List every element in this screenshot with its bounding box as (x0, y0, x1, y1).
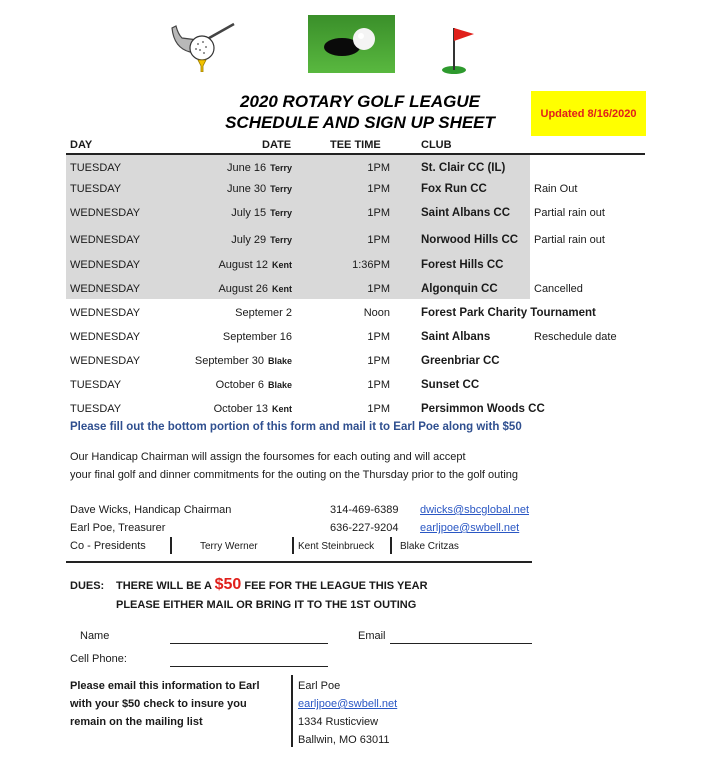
row-club: Saint Albans CC (421, 207, 511, 219)
row-day: TUESDAY (70, 403, 122, 415)
table-row (0, 234, 716, 254)
row-tee-time: 1PM (367, 355, 390, 367)
handicap-chairman-name: Dave Wicks, Handicap Chairman (70, 504, 232, 516)
row-date: Septemer 2 (235, 307, 292, 319)
row-date-cell (227, 162, 292, 174)
divider (170, 537, 172, 554)
treasurer-email-link[interactable]: earljpoe@swbell.net (420, 522, 520, 534)
row-club: Algonquin CC (421, 283, 498, 295)
row-note: Partial rain out (534, 207, 605, 219)
divider (292, 537, 294, 554)
table-row (0, 331, 716, 351)
row-day: WEDNESDAY (70, 355, 141, 367)
row-day: WEDNESDAY (70, 307, 141, 319)
treasurer-phone: 636-227-9204 (330, 522, 399, 534)
row-tee-time: 1PM (367, 183, 390, 195)
row-club: Sunset CC (421, 379, 480, 391)
golf-ball-hole-photo (308, 15, 395, 73)
row-tee-time: 1PM (367, 331, 390, 343)
table-row (0, 355, 716, 375)
dues-line-1 (116, 576, 428, 594)
handicap-paragraph-line-1: Our Handicap Chairman will assign the foursomes for each outing and will accept (70, 451, 466, 463)
row-club: Norwood Hills CC (421, 234, 519, 246)
row-day: TUESDAY (70, 183, 122, 195)
treasurer-name: Earl Poe, Treasurer (70, 522, 166, 534)
address-name: Earl Poe (298, 680, 341, 692)
title-line-2: SCHEDULE AND SIGN UP SHEET (225, 113, 495, 132)
row-club: Forest Park Charity Tournament (421, 307, 596, 319)
golf-club-ball-icon (168, 22, 238, 72)
email-field[interactable] (390, 643, 532, 644)
handicap-chairman-email-link[interactable]: dwicks@sbcglobal.net (420, 504, 529, 516)
row-organizer: Terry (270, 208, 292, 218)
row-date: September 16 (222, 331, 292, 343)
row-organizer: Blake (267, 380, 292, 390)
name-field[interactable] (170, 643, 328, 644)
dues-amount: $50 (214, 576, 242, 593)
header-club: CLUB (421, 139, 452, 151)
row-organizer: Kent (272, 284, 292, 294)
row-date: September 30 (194, 355, 264, 367)
row-day: TUESDAY (70, 162, 122, 174)
fill-out-instructions: Please fill out the bottom portion of this form and mail it to Earl Poe along with $50 (70, 421, 522, 433)
row-tee-time: Noon (363, 307, 390, 319)
table-row (0, 259, 716, 279)
row-organizer: Terry (270, 235, 292, 245)
row-organizer: Kent (272, 404, 292, 414)
row-date-cell (227, 183, 292, 195)
table-row (0, 379, 716, 399)
address-street: 1334 Rusticview (298, 716, 379, 728)
mail-instructions (70, 677, 280, 731)
row-date: October 13 (213, 403, 268, 415)
row-day: WEDNESDAY (70, 259, 141, 271)
updated-badge: Updated 8/16/2020 (531, 91, 646, 136)
address-city: Ballwin, MO 63011 (298, 734, 390, 746)
row-tee-time: 1PM (367, 283, 390, 295)
table-row (0, 207, 716, 227)
handicap-paragraph-line-2: your final golf and dinner commitments for the outing on the Thursday prior to the golf outing (70, 469, 518, 481)
row-date-cell (195, 355, 292, 367)
row-day: WEDNESDAY (70, 234, 141, 246)
president-terry: Terry Werner (200, 541, 258, 552)
cell-phone-field[interactable] (170, 666, 328, 667)
table-row (0, 183, 716, 203)
row-date: August 12 (218, 259, 268, 271)
title-line-1: 2020 ROTARY GOLF LEAGUE (240, 92, 480, 111)
row-tee-time: 1PM (367, 234, 390, 246)
row-club: Forest Hills CC (421, 259, 504, 271)
row-club: Greenbriar CC (421, 355, 500, 367)
dues-text-a: THERE WILL BE A (116, 580, 212, 592)
row-club: Fox Run CC (421, 183, 487, 195)
header-day: DAY (70, 139, 93, 151)
row-date: June 16 (226, 162, 267, 174)
mail-instructions-line-3: remain on the mailing list (70, 716, 203, 728)
dues-text-b: FEE FOR THE LEAGUE THIS YEAR (244, 580, 428, 592)
table-row (0, 283, 716, 303)
president-kent: Kent Steinbrueck (298, 541, 375, 552)
table-row (0, 307, 716, 327)
divider (390, 537, 392, 554)
mailing-address (298, 677, 397, 749)
president-blake: Blake Critzas (400, 541, 459, 552)
row-note: Rain Out (534, 183, 578, 195)
table-row (0, 403, 716, 423)
row-organizer: Blake (267, 356, 292, 366)
divider (291, 675, 293, 747)
row-organizer: Kent (272, 260, 292, 270)
row-note: Cancelled (534, 283, 583, 295)
row-date-cell (235, 307, 292, 319)
address-email-link[interactable]: earljpoe@swbell.net (298, 698, 398, 710)
handicap-chairman-phone: 314-469-6389 (330, 504, 399, 516)
co-presidents-label: Co - Presidents (70, 540, 146, 552)
row-tee-time: 1PM (367, 162, 390, 174)
row-date-cell (223, 331, 292, 343)
row-date-cell (218, 259, 292, 271)
dues-label: DUES: (70, 580, 105, 592)
row-date-cell (214, 403, 292, 415)
email-label: Email (358, 630, 386, 642)
row-day: TUESDAY (70, 379, 122, 391)
dues-line-2: PLEASE EITHER MAIL OR BRING IT TO THE 1ST OUTING (116, 599, 417, 611)
golf-flag-icon (440, 24, 488, 76)
row-day: WEDNESDAY (70, 207, 141, 219)
row-club: Persimmon Woods CC (421, 403, 545, 415)
row-tee-time: 1PM (367, 379, 390, 391)
mail-instructions-line-1: Please email this information to Earl (70, 680, 260, 692)
table-row (0, 162, 716, 182)
row-date-cell (218, 283, 292, 295)
row-organizer: Terry (270, 163, 292, 173)
row-date: June 30 (226, 183, 267, 195)
cell-phone-label: Cell Phone: (70, 653, 127, 665)
name-label: Name (80, 630, 110, 642)
section-divider (66, 561, 532, 563)
row-club: St. Clair CC (IL) (421, 162, 506, 174)
row-date-cell (231, 207, 292, 219)
header-tee-time: TEE TIME (330, 139, 381, 151)
row-note: Reschedule date (534, 331, 617, 343)
row-date: August 26 (218, 283, 268, 295)
row-organizer: Terry (270, 184, 292, 194)
row-day: WEDNESDAY (70, 283, 141, 295)
mail-instructions-line-2: with your $50 check to insure you (70, 698, 247, 710)
row-date-cell (231, 234, 292, 246)
row-date: July 29 (231, 234, 267, 246)
row-tee-time: 1:36PM (352, 259, 390, 271)
row-date: October 6 (215, 379, 264, 391)
row-date-cell (216, 379, 292, 391)
row-club: Saint Albans (421, 331, 491, 343)
row-note: Partial rain out (534, 234, 605, 246)
row-tee-time: 1PM (367, 207, 390, 219)
row-date: July 15 (231, 207, 267, 219)
header-date: DATE (262, 139, 292, 151)
row-day: WEDNESDAY (70, 331, 141, 343)
row-tee-time: 1PM (367, 403, 390, 415)
